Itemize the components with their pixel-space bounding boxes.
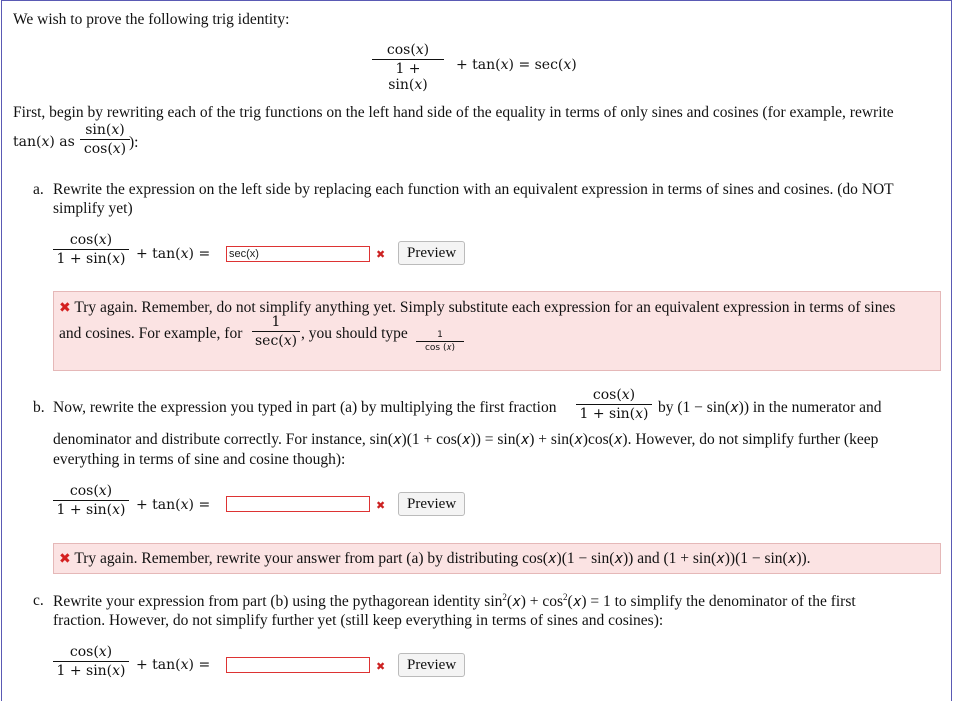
part-c-sup-1: 2 [502,592,507,602]
part-b-feedback-text: Try again. Remember, rewrite your answer from part (a) by distributing cos(𝑥)(1 − sin(𝑥)) and (1 + sin(𝑥))(1 − sin(𝑥)). [74,550,811,567]
lhs-denominator: 1 + sin(𝑥) [56,502,126,518]
lhs-numerator: cos(𝑥) [69,644,113,660]
part-b-fraction-numerator: cos(𝑥) [592,387,636,403]
part-c-marker: c. [33,592,44,609]
part-a-answer-input[interactable]: sec(x) [226,246,370,262]
part-c-line1-a: Rewrite your expression from part (b) using the pythagorean identity sin [53,593,503,611]
part-c-line2: fraction. However, do not simplify further yet (still keep everything in terms of sines and cosines): [53,612,664,629]
part-b-feedback-line [59,550,811,568]
identity-denominator: 1 + sin(𝑥) [388,61,428,93]
part-c-line1-c: (𝑥) = 1 to simplify the denominator of the first [567,593,856,611]
lhs-numerator: cos(𝑥) [69,232,113,248]
part-b-preview-button[interactable]: Preview [398,492,465,516]
intro-first-line: First, begin by rewriting each of the trig functions on the left hand side of the equality in terms of only sines and cosines (for example, rewrite [13,104,894,121]
part-c-sup-2: 2 [563,592,568,602]
part-c-line1-b: (𝑥) + cos [506,593,564,611]
part-a-lhs-fraction [53,232,129,267]
part-c-answer-input[interactable] [226,657,370,673]
part-a-feedback-text1: Try again. Remember, do not simplify anything yet. Simply substitute each expression for an equivalent expression in terms of sines [74,299,896,316]
part-b-lhs-rest: + tan(𝑥) = [136,497,211,513]
part-a-feedback-typed [416,330,464,353]
incorrect-mark-icon: ✖ [376,499,386,512]
incorrect-mark-icon: ✖ [376,660,386,673]
part-a-line1: Rewrite the expression on the left side by replacing each function with an equivalent expression in terms of sines and cosines. (do NOT [53,181,894,198]
lhs-numerator: cos(𝑥) [69,483,113,499]
part-b-lhs-fraction [53,483,129,518]
part-a-marker: a. [33,181,44,198]
lhs-denominator: 1 + sin(𝑥) [56,663,126,679]
error-x-icon: ✖ [59,300,71,316]
part-a-feedback-mid: , you should type [301,325,408,342]
part-c-line1 [53,592,856,611]
intro-heading: We wish to prove the following trig identity: [13,11,290,28]
intro-example-suffix: ): [129,134,139,151]
part-a-feedback-fraction [252,314,300,349]
part-b-fraction-denominator: 1 + sin(𝑥) [579,406,649,422]
identity-fraction [372,42,444,93]
example-numerator: sin(𝑥) [85,122,125,138]
part-a-line2: simplify yet) [53,200,133,217]
part-b-marker: b. [33,399,45,416]
identity-rest: + tan(𝑥) = sec(𝑥) [456,57,577,73]
part-b-line3: everything in terms of sine and cosine though): [53,451,346,468]
part-c-lhs-rest: + tan(𝑥) = [136,657,211,673]
part-b-fraction [576,387,652,422]
part-a-feedback-line2-prefix: and cosines. For example, for [59,325,243,342]
typed-numerator: 1 [437,330,443,340]
typed-denominator: cos (𝑥) [424,343,456,353]
feedback-fraction-numerator: 1 [271,314,281,330]
part-b-line2: denominator and distribute correctly. For instance, sin(𝑥)(1 + cos(𝑥)) = sin(𝑥) + sin(𝑥)cos(𝑥). However, do not simplify further (keep [53,431,879,448]
error-x-icon: ✖ [59,551,71,567]
intro-example-prefix: tan(𝑥) as [13,134,75,150]
example-denominator: cos(𝑥) [83,141,127,157]
part-b-answer-input[interactable] [226,496,370,512]
part-a-lhs-rest: + tan(𝑥) = [136,246,211,262]
part-c-lhs-fraction [53,644,129,679]
part-b-line1-suffix: by (1 − sin(𝑥)) in the numerator and [658,399,882,416]
incorrect-mark-icon: ✖ [376,248,386,261]
feedback-fraction-denominator: sec(𝑥) [255,333,298,349]
part-c-preview-button[interactable]: Preview [398,653,465,677]
part-a-feedback-line1 [59,299,895,317]
part-a-preview-button[interactable]: Preview [398,241,465,265]
identity-numerator: cos(𝑥) [386,42,430,58]
part-b-line1-prefix: Now, rewrite the expression you typed in part (a) by multiplying the first fraction [53,399,557,416]
lhs-denominator: 1 + sin(𝑥) [56,251,126,267]
intro-example-fraction [80,122,130,157]
